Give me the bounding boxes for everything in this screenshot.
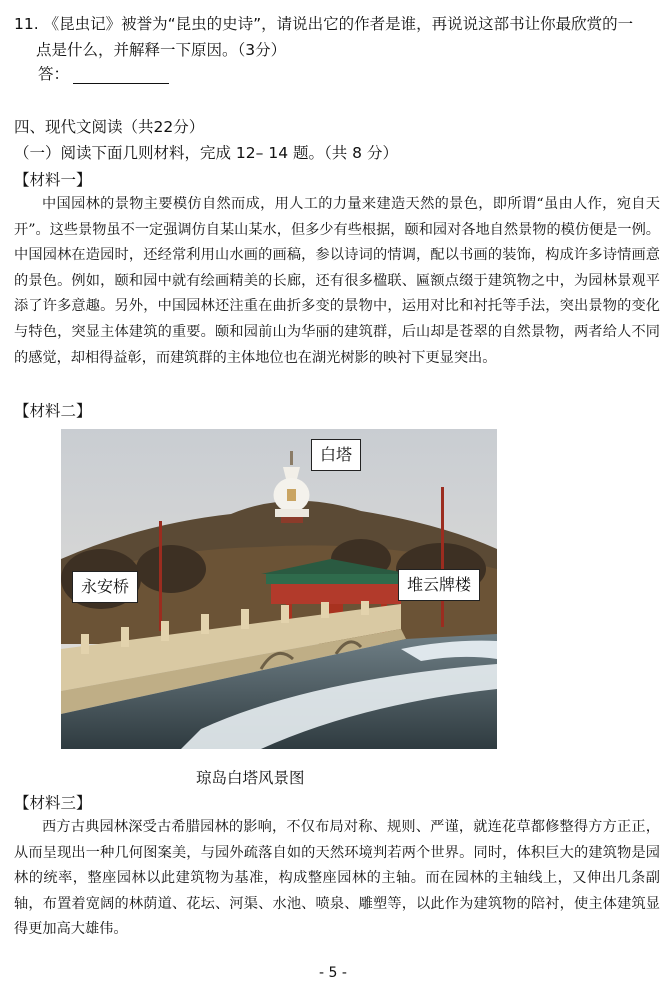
label-yongan-bridge: 永安桥: [72, 571, 138, 603]
figure-caption: 琼岛白塔风景图: [196, 769, 305, 787]
question-11-line1: 11. 《昆虫记》被誉为“昆虫的史诗”，请说出它的作者是谁，再说说这部书让你最欣赏的一: [14, 15, 634, 33]
page-number: - 5 -: [319, 965, 347, 981]
material-3-text: 西方古典园林深受古希腊园林的影响，不仅布局对称、规则、严谨，就连花草都修整得方方正正，从而呈现出一种几何图案美，与园外疏落自如的天然环境判若两个世界。同时，体积巨大的建筑物是园林的统率，整座园林以此建筑物为基准，构成整座园林的主轴。而在园林的主轴线上，又伸出几条副轴，布置着宽阔的林荫道、花坛、河渠、水池、喷泉、雕塑等，以此作为建筑物的陪衬，使主体建筑显得更加高大雄伟。: [14, 819, 660, 938]
material-1-text: 中国园林的景物主要模仿自然而成，用人工的力量来建造天然的景色，即所谓“虽由人作，宛自天开”。这些景物虽不一定强调仿自某山某水，但多少有些根据，颐和园对各地自然景物的模仿便是一例。中国园林在造园时，还经常利用山水画的画稿，参以诗词的情调，配以书画的装饰，构成许多诗情画意的景色。例如，颐和园中就有绘画精美的长廊，还有很多楹联、匾额点缀于建筑物之中，为园林景观平添了许多意趣。另外，中国园林还注重在曲折多变的景物中，运用对比和衬托等手法，突出景物的变化与特色，突显主体建筑的重要。颐和园前山为华丽的建筑群，后山却是苍翠的自然景物，两者给人不同的感觉，却相得益彰，而建筑群的主体地位也在湖光树影的映衬下更显突出。: [14, 196, 660, 366]
question-11-line2: 点是什么，并解释一下原因。（3分）: [36, 41, 287, 59]
label-duiyun-archway: 堆云牌楼: [398, 569, 480, 601]
material-3-heading: 【材料三】: [14, 794, 92, 812]
part-1-instruction: （一）阅读下面几则材料，完成 12– 14 题。（共 8 分）: [14, 144, 398, 162]
section-title: 四、现代文阅读（共22分）: [14, 118, 205, 136]
answer-row: [38, 64, 169, 84]
label-white-pagoda: 白塔: [311, 439, 361, 471]
material-2-heading: 【材料二】: [14, 402, 92, 420]
answer-label: 答：: [38, 65, 70, 83]
material-1-heading: 【材料一】: [14, 171, 92, 189]
answer-blank[interactable]: [73, 69, 169, 84]
